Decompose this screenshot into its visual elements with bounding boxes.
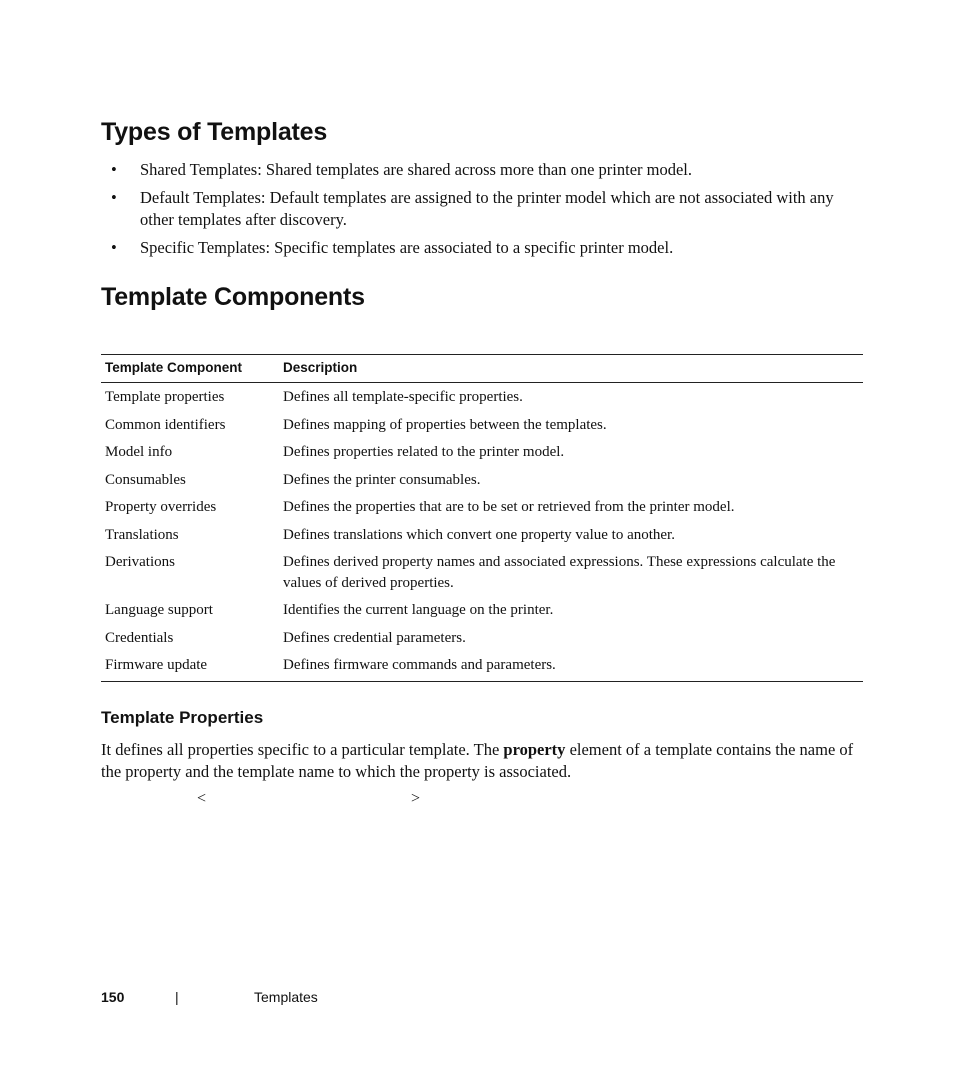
list-item-text: Shared Templates: Shared templates are shared across more than one printer model. <box>140 160 693 179</box>
description-cell: Defines properties related to the printer model. <box>283 444 565 460</box>
template-properties-paragraph <box>101 739 863 783</box>
template-types-list <box>101 159 861 265</box>
footer-section-title: Templates <box>254 989 318 1005</box>
description-cell: Defines derived property names and associated expressions. These expressions calculate the values of derived properties. <box>283 554 836 591</box>
bullet-icon: • <box>111 238 117 257</box>
table-row <box>101 466 863 494</box>
table-row <box>101 624 863 652</box>
component-cell: Property overrides <box>105 499 217 515</box>
component-cell: Common identifiers <box>105 416 226 433</box>
property-keyword: property <box>503 740 566 759</box>
description-cell: Defines translations which convert one property value to another. <box>283 526 675 543</box>
column-header-description: Description <box>279 355 863 383</box>
paragraph-text-start: It defines all properties specific to a particular template. The <box>101 740 504 759</box>
list-item <box>101 187 861 231</box>
list-item-text: Specific Templates: Specific templates are associated to a specific printer model. <box>140 238 674 257</box>
component-cell: Derivations <box>105 554 175 570</box>
description-cell: Defines credential parameters. <box>283 629 466 646</box>
column-header-component: Template Component <box>101 355 279 383</box>
description-cell: Defines all template-specific properties. <box>283 389 523 405</box>
description-cell: Defines firmware commands and parameters. <box>279 651 863 681</box>
subsection-heading-template-properties: Template Properties <box>101 708 264 727</box>
table-row <box>101 548 863 596</box>
template-components-table <box>101 354 863 682</box>
section-heading-types-of-templates: Types of Templates <box>101 118 328 146</box>
bullet-icon: • <box>111 160 117 179</box>
component-cell: Firmware update <box>101 651 279 681</box>
list-item-text: Default Templates: Default templates are assigned to the printer model which are not associated with any other templates after discovery. <box>140 188 834 229</box>
component-cell: Language support <box>105 602 213 618</box>
code-open-bracket: < <box>197 790 207 807</box>
paragraph-text-end: element of a template contains the name of the property and the template name to which the property is associated. <box>101 740 854 781</box>
code-close-bracket: > <box>411 790 421 807</box>
table-row <box>101 596 863 624</box>
component-cell: Credentials <box>105 629 174 646</box>
footer-separator: | <box>175 989 179 1005</box>
table-row <box>101 521 863 549</box>
component-cell: Translations <box>105 526 179 543</box>
list-item <box>101 237 861 259</box>
description-cell: Defines the properties that are to be set or retrieved from the printer model. <box>283 499 735 515</box>
list-item <box>101 159 861 181</box>
section-heading-template-components: Template Components <box>101 283 365 311</box>
component-cell: Model info <box>105 444 173 460</box>
table-row <box>101 493 863 521</box>
page-number: 150 <box>101 989 125 1005</box>
component-cell: Template properties <box>105 389 225 405</box>
bullet-icon: • <box>111 188 117 207</box>
table-row <box>101 383 863 411</box>
description-cell: Identifies the current language on the printer. <box>283 602 554 618</box>
table-row <box>101 651 863 681</box>
component-cell: Consumables <box>105 471 186 488</box>
description-cell: Defines mapping of properties between the templates. <box>283 416 607 433</box>
table-row <box>101 438 863 466</box>
table-row <box>101 411 863 439</box>
description-cell: Defines the printer consumables. <box>283 471 481 488</box>
table-header-row <box>101 355 863 383</box>
